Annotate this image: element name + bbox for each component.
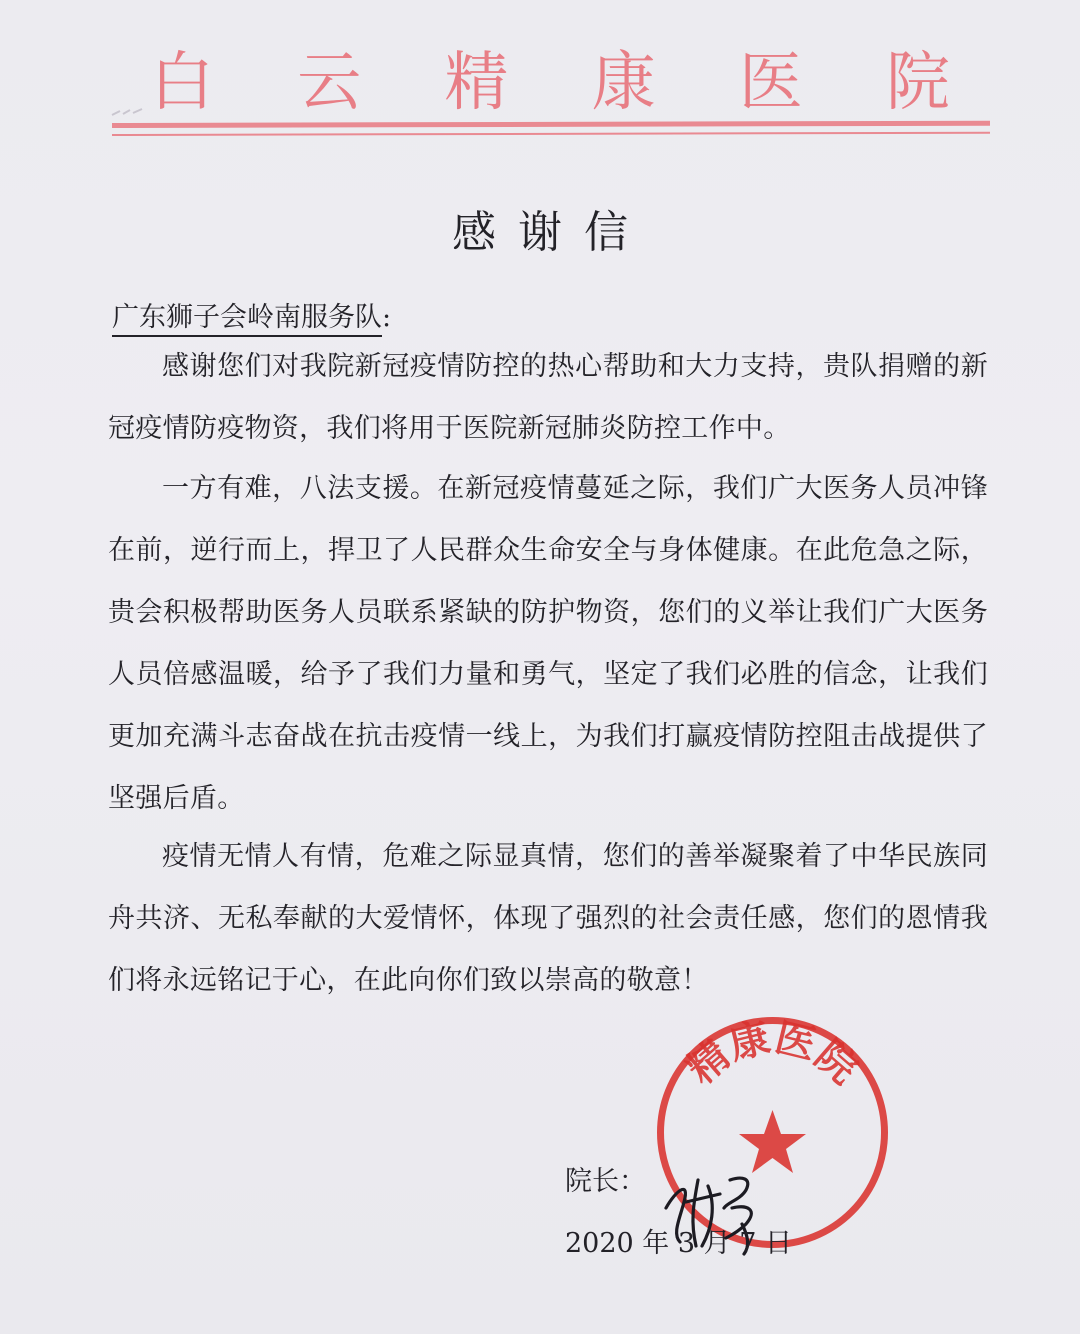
salutation: [112, 298, 391, 338]
body-paragraph-1: 感谢您们对我院新冠疫情防控的热心帮助和大力支持，贵队捐赠的新冠疫情防疫物资，我们将用于医院新冠肺炎防控工作中。: [108, 351, 988, 444]
letterhead-char: 康: [591, 46, 656, 120]
letter-title: 感谢信: [452, 207, 650, 258]
letterhead-char: 云: [297, 46, 362, 120]
seal-text: 精康医院: [678, 1014, 867, 1094]
president-label: 院长：: [565, 1166, 646, 1197]
letterhead-char: 白: [150, 46, 214, 120]
salutation-punct: :: [382, 302, 392, 333]
letterhead-char: 精: [444, 46, 509, 120]
letterhead: [150, 38, 950, 128]
svg-text:精康医院: [679, 1015, 867, 1094]
body-paragraph-3: 疫情无情人有情，危难之际显真情，您们的善举凝聚着了中华民族同舟共济、无私奉献的大爱情怀，体现了强烈的社会责任感，您们的恩情我们将永远铭记于心，在此向你们致以崇高的敬意！: [108, 841, 988, 996]
letterhead-decoration: [110, 106, 144, 118]
letterhead-char: 院: [885, 46, 950, 120]
letter-date: 2020 年 3 月 7 日: [565, 1228, 792, 1259]
letterhead-char: 医: [738, 46, 803, 120]
recipient-name: 广东狮子会岭南服务队: [112, 302, 382, 337]
body-paragraph-2: 一方有难，八法支援。在新冠疫情蔓延之际，我们广大医务人员冲锋在前，逆行而上，捍卫了人民群众生命安全与身体健康。在此危急之际，贵会积极帮助医务人员联系紧缺的防护物资，您们的义举让我们广大医务人员倍感温暖，给予了我们力量和勇气，坚定了我们必胜的信念，让我们更加充满斗志奋战在抗击疫情一线上，为我们打赢疫情防控阻击战提供了坚强后盾。: [108, 473, 988, 814]
